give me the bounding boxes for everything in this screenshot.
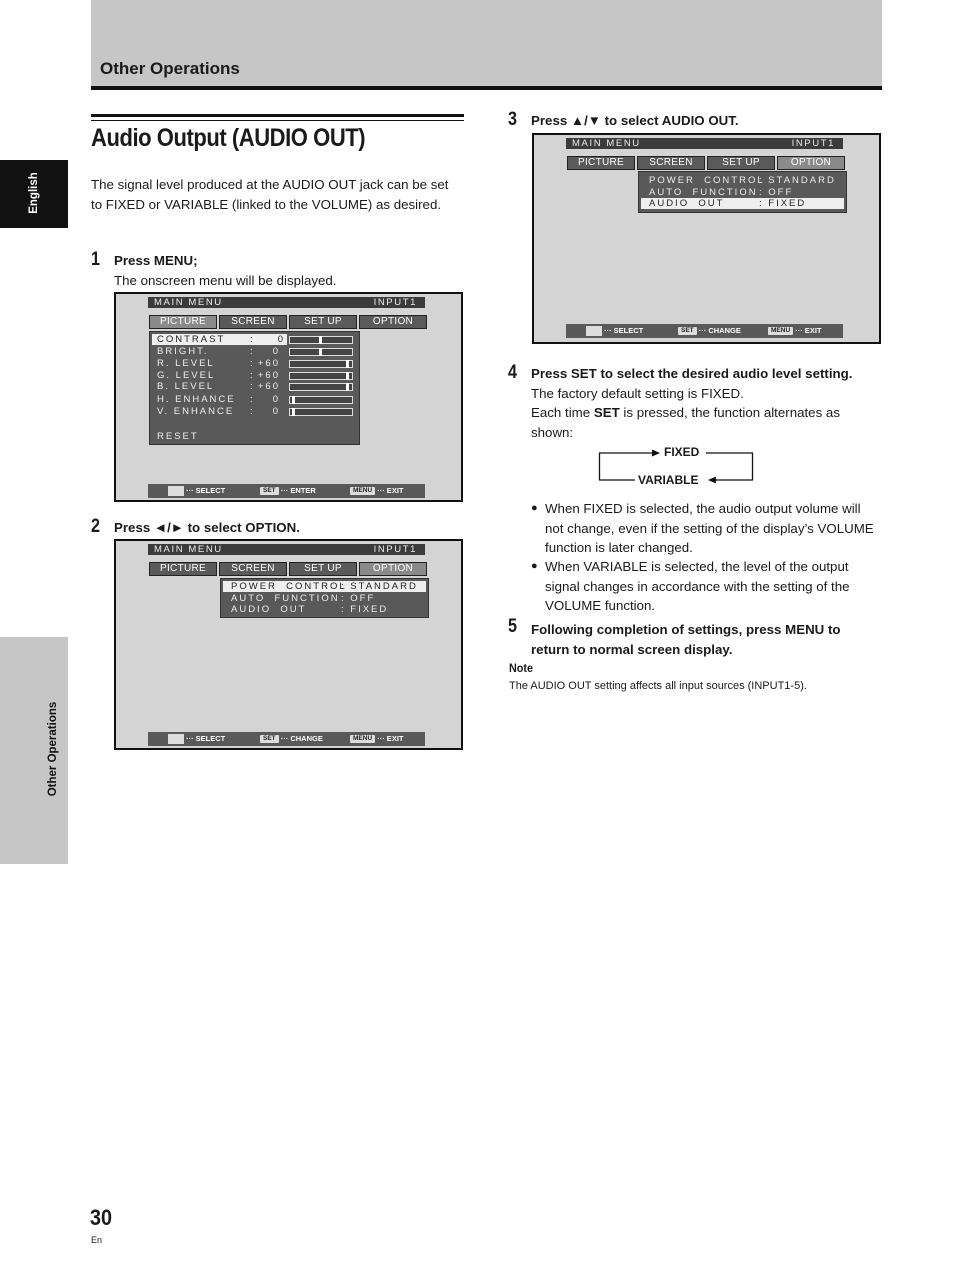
osd-footer: ··· SELECT SET ··· CHANGE MENU ··· EXIT — [148, 732, 425, 746]
osd-tab-setup: SET UP — [289, 315, 357, 329]
osd-tab-setup: SET UP — [707, 156, 775, 170]
step-title: Press ▲/▼ to select AUDIO OUT. — [531, 113, 739, 128]
step-body: The factory default setting is FIXED. — [531, 386, 744, 401]
osd-option-panel — [220, 578, 429, 618]
osd-level-slider — [289, 336, 353, 344]
cycle-fixed: FIXED — [664, 445, 700, 459]
osd-tab-option: OPTION — [359, 562, 427, 576]
osd-slider-knob — [319, 348, 322, 356]
title-rule — [91, 114, 464, 117]
set-key-icon: SET — [260, 487, 279, 495]
osd-tab-screen: SCREEN — [637, 156, 705, 170]
step-number: 5 — [508, 616, 517, 637]
osd-level-slider — [289, 348, 353, 356]
cycle-diagram — [598, 445, 758, 487]
osd-picture-row: H. ENHANCE : 0 — [157, 394, 280, 405]
note-text: The AUDIO OUT setting affects all input sources (INPUT1-5). — [509, 680, 807, 692]
side-tab-label: English — [28, 172, 40, 214]
arrow-keys-icon — [168, 486, 184, 496]
osd-tab-screen: SCREEN — [219, 315, 287, 329]
osd-row-power-control: POWER CONTROL : STANDARD — [649, 175, 836, 186]
cycle-variable: VARIABLE — [638, 473, 699, 487]
step-body: The onscreen menu will be displayed. — [114, 273, 337, 288]
osd-option-panel — [638, 171, 847, 213]
osd-row-auto-function: AUTO FUNCTION : OFF — [231, 593, 376, 604]
osd-row-auto-function: AUTO FUNCTION : OFF — [649, 187, 794, 198]
side-tab-label: Other Operations — [47, 701, 59, 797]
osd-level-slider — [289, 383, 353, 391]
osd-tab-option: OPTION — [777, 156, 845, 170]
set-key-icon: SET — [678, 327, 697, 335]
osd-footer: ··· SELECT SET ··· ENTER MENU ··· EXIT — [148, 484, 425, 498]
osd-screen-picture — [114, 292, 463, 502]
osd-level-slider — [289, 396, 353, 404]
side-tab-english — [0, 160, 68, 228]
osd-screen-audio-out — [532, 133, 881, 344]
step-number: 1 — [91, 249, 100, 270]
intro-text: The signal level produced at the AUDIO OUT jack can be set to FIXED or VARIABLE (linked to the VOLUME) as desired. — [91, 177, 449, 212]
osd-slider-knob — [292, 396, 295, 404]
page-number: 30 — [90, 1205, 113, 1230]
osd-tab-screen: SCREEN — [219, 562, 287, 576]
osd-picture-row: CONTRAST : 0 — [152, 334, 287, 345]
osd-picture-row: G. LEVEL : +60 — [157, 370, 280, 381]
step-title: Press MENU; — [114, 253, 198, 268]
osd-title-bar — [148, 297, 425, 308]
osd-level-slider — [289, 360, 353, 368]
step-number: 2 — [91, 516, 100, 537]
osd-level-slider — [289, 372, 353, 380]
menu-key-icon: MENU — [350, 735, 375, 743]
page-title: Audio Output (AUDIO OUT) — [91, 124, 366, 152]
side-tab-other-operations — [0, 637, 68, 864]
bullet-text: When FIXED is selected, the audio output volume will not change, even if the setting of the display’s VOLUME function is later changed. — [545, 501, 874, 555]
header-rule — [91, 86, 882, 90]
step-title: Press SET to select the desired audio level setting. — [531, 366, 853, 381]
osd-picture-row: B. LEVEL : +60 — [157, 381, 280, 392]
osd-tab-picture: PICTURE — [149, 562, 217, 576]
osd-screen-option — [114, 539, 463, 750]
osd-footer: ··· SELECT SET ··· CHANGE MENU ··· EXIT — [566, 324, 843, 338]
section-title: Other Operations — [100, 59, 240, 78]
note-label: Note — [509, 661, 534, 675]
osd-reset: RESET — [157, 431, 199, 442]
osd-input: INPUT1 — [373, 297, 417, 308]
osd-title-bar: MAIN MENU INPUT1 — [566, 138, 843, 149]
step-number: 4 — [508, 362, 517, 383]
osd-tab-picture: PICTURE — [149, 315, 217, 329]
step-number: 3 — [508, 109, 517, 130]
osd-picture-row: BRIGHT. : 0 — [157, 346, 280, 357]
menu-key-icon: MENU — [768, 327, 793, 335]
osd-slider-knob — [346, 383, 349, 391]
arrow-keys-icon — [586, 326, 602, 336]
osd-picture-row: R. LEVEL : +60 — [157, 358, 280, 369]
arrow-keys-icon — [168, 734, 184, 744]
step-title: Following completion of settings, press MENU to return to normal screen display. — [531, 622, 841, 657]
osd-slider-knob — [346, 360, 349, 368]
osd-main-menu: MAIN MENU — [154, 297, 223, 308]
title-rule-thin — [91, 120, 464, 121]
osd-slider-knob — [292, 408, 295, 416]
osd-title-bar: MAIN MENU INPUT1 — [148, 544, 425, 555]
osd-tab-picture: PICTURE — [567, 156, 635, 170]
osd-picture-row: V. ENHANCE : 0 — [157, 406, 280, 417]
osd-slider-knob — [319, 336, 322, 344]
osd-row-audio-out: AUDIO OUT : FIXED — [641, 198, 844, 209]
bullet-icon: ● — [531, 502, 538, 514]
osd-slider-knob — [346, 372, 349, 380]
osd-tab-setup: SET UP — [289, 562, 357, 576]
osd-level-slider — [289, 408, 353, 416]
page-lang: En — [91, 1235, 103, 1245]
step-body: Each time SET is pressed, the function alternates as shown: — [531, 405, 840, 440]
osd-row-audio-out: AUDIO OUT : FIXED — [231, 604, 389, 615]
menu-key-icon: MENU — [350, 487, 375, 495]
bullet-text: When VARIABLE is selected, the level of the output signal changes in accordance with the setting of the VOLUME function. — [545, 559, 850, 613]
step-title: Press ◄/► to select OPTION. — [114, 520, 300, 535]
set-key-icon: SET — [260, 735, 279, 743]
osd-row-power-control: POWER CONTROL : STANDARD — [223, 581, 426, 592]
osd-tab-option: OPTION — [359, 315, 427, 329]
bullet-icon: ● — [531, 560, 538, 572]
osd-picture-panel — [149, 331, 360, 445]
